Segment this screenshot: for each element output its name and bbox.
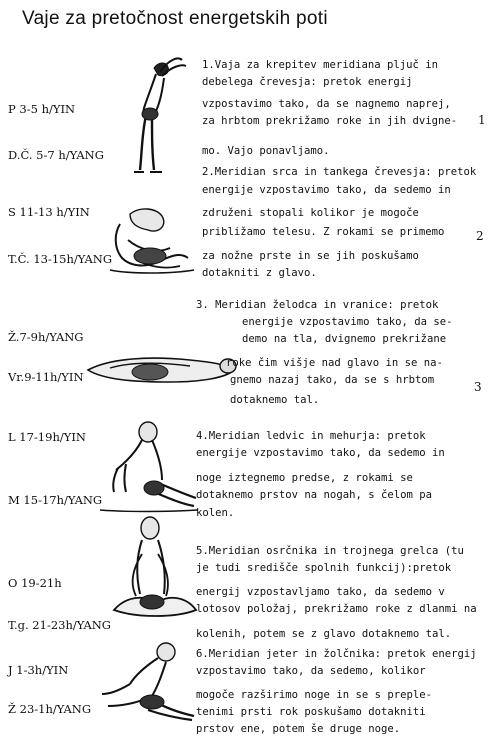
exercise-3-line-6: dotaknemo tal. (230, 394, 320, 406)
meridian-label-pericardium: O 19-21h (8, 576, 62, 590)
reclined-figure (80, 346, 240, 392)
exercise-3-line-5: gnemo nazaj tako, da se s hrbtom (230, 374, 435, 386)
exercise-3-line-1: 3. Meridian želodca in vranice: pretok (196, 299, 439, 311)
exercise-4-line-5: kolen. (196, 507, 235, 519)
exercise-4-line-4: dotaknemo prstov na nogah, s čelom pa (196, 489, 432, 501)
page-title: Vaje za pretočnost energetskih poti (22, 8, 328, 29)
exercise-5-line-4: lotosov položaj, prekrižamo roke z dlanmi na (196, 603, 477, 615)
meridian-label-liver: J 1-3h/YIN (8, 663, 69, 677)
exercise-6-line-5: prstov ene, potem še druge noge. (196, 723, 401, 735)
meridian-label-kidney: L 17-19h/YIN (8, 430, 86, 444)
meridian-label-gall-bladder: Ž 23-1h/YANG (8, 702, 92, 716)
meridian-label-large-intestine: D.Č. 5-7 h/YANG (8, 148, 104, 162)
seated-butterfly-figure (100, 200, 200, 280)
exercise-3-line-3: demo na tla, dvignemo prekrižane (242, 333, 447, 345)
exercise-3-number: 3 (474, 380, 482, 394)
lotus-position-figure (106, 514, 202, 630)
exercise-2-line-5: za nožne prste in se jih poskušamo (202, 250, 419, 262)
meridian-label-bladder: M 15-17h/YANG (8, 493, 103, 507)
seated-forward-bend-figure (96, 418, 200, 518)
exercise-5-line-1: 5.Meridian osrčnika in trojnega grelca (tu (196, 545, 464, 557)
exercise-2-line-4: približamo telesu. Z rokami se primemo (202, 226, 445, 238)
exercise-5-line-5: kolenih, potem se z glavo dotaknemo tal. (196, 628, 452, 640)
exercise-2-line-3: združeni stopali kolikor je mogoče (202, 207, 419, 219)
exercise-2-line-6: dotakniti z glavo. (202, 267, 317, 279)
meridian-label-triple-heater: T.g. 21-23h/YANG (8, 618, 111, 632)
exercise-6-line-4: tenimi prsti rok poskušamo dotakniti (196, 706, 426, 718)
exercise-6-line-2: vzpostavimo tako, da sedemo, kolikor (196, 665, 426, 677)
exercise-1-line-3: vzpostavimo tako, da se nagnemo naprej, (202, 98, 451, 110)
exercise-1-line-1: 1.Vaja za krepitev meridiana pljuč in (202, 59, 438, 71)
exercise-6-line-3: mogoče razširimo noge in se s preple- (196, 689, 432, 701)
exercise-1-line-4: za hrbtom prekrižamo roke in jih dvigne- (202, 115, 458, 127)
exercise-2-line-1: 2.Meridian srca in tankega črevesja: pretok (202, 166, 477, 178)
exercise-5-line-3: energij vzpostavljamo tako, da sedemo v (196, 586, 445, 598)
exercise-1-number: 1 (478, 113, 486, 127)
exercise-4-line-2: energije vzpostavimo tako, da sedemo in (196, 447, 445, 459)
exercise-1-line-2: debelega črevesja: pretok energij (202, 76, 413, 88)
exercise-6-line-1: 6.Meridian jeter in žolčnika: pretok energij (196, 648, 477, 660)
exercise-3-line-2: energije vzpostavimo tako, da se- (242, 316, 453, 328)
exercise-4-line-3: noge iztegnemo predse, z rokami se (196, 472, 413, 484)
meridian-label-spleen: Vr.9-11h/YIN (8, 370, 84, 384)
exercise-5-line-2: je tudi središče spolnih funkcij):pretok (196, 562, 452, 574)
exercise-2-line-2: energije vzpostavimo tako, da sedemo in (202, 184, 451, 196)
exercise-1-line-5: mo. Vajo ponavljamo. (202, 145, 330, 157)
exercise-3-line-4: roke čim višje nad glavo in se na- (226, 357, 443, 369)
standing-forward-bend-figure (112, 52, 192, 182)
meridian-label-lungs: P 3-5 h/YIN (8, 102, 76, 116)
exercise-2-number: 2 (476, 229, 484, 243)
meridian-label-small-intestine: T.Č. 13-15h/YANG (8, 252, 113, 266)
seated-straddle-figure (96, 640, 200, 724)
meridian-label-heart: S 11-13 h/YIN (8, 205, 90, 219)
meridian-label-stomach: Ž.7-9h/YANG (8, 330, 84, 344)
exercise-4-line-1: 4.Meridian ledvic in mehurja: pretok (196, 430, 426, 442)
